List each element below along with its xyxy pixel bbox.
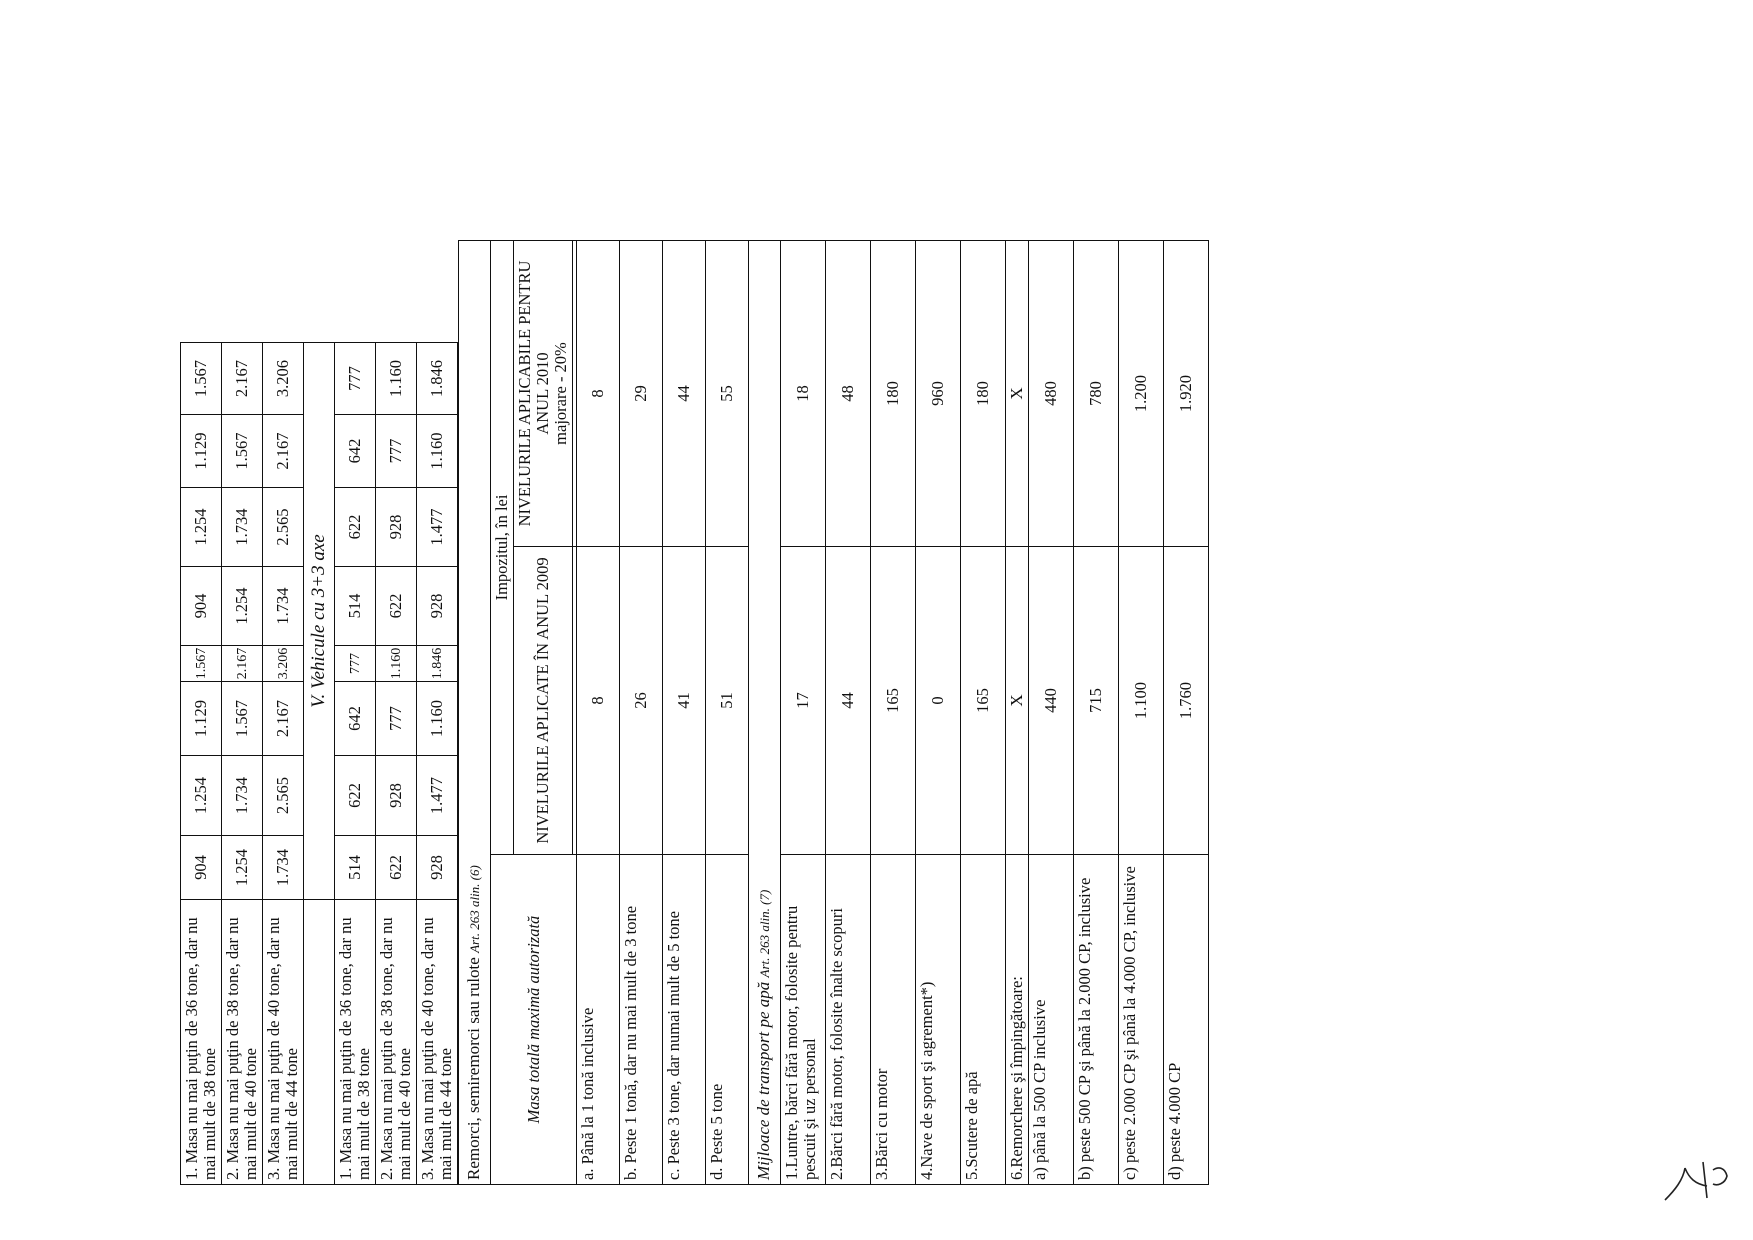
header-2010: NIVELURILE APLICABILE PENTRU ANUL 2010 xyxy=(515,260,552,527)
row-label: b) peste 500 CP şi până la 2.000 CP, inclusive xyxy=(1074,855,1119,1185)
row-label: 2.Bărci fără motor, folosite înalte scopuri xyxy=(826,855,871,1185)
remorci-row xyxy=(620,0,663,1185)
value-cell: 1.129 xyxy=(181,415,222,488)
remorchere-subrow xyxy=(1119,0,1164,1185)
apa-row xyxy=(781,0,826,1185)
row-label: d) peste 4.000 CP xyxy=(1164,855,1209,1185)
value-cell: 622 xyxy=(376,567,417,646)
value-2009: 26 xyxy=(620,547,663,855)
top-rows xyxy=(181,0,304,1185)
value-2010: 180 xyxy=(871,240,916,546)
header-2010-majorare: majorare - 20% xyxy=(551,342,570,445)
remorchere-rows xyxy=(1029,0,1209,1185)
row-label: 3. Masa nu mai puţin de 40 tone, dar nu mai mult de 44 tone xyxy=(263,900,304,1185)
remorci-table xyxy=(458,0,1209,1185)
value-2010: 44 xyxy=(663,240,706,546)
value-cell: 1.846 xyxy=(417,646,458,682)
value-cell: 928 xyxy=(417,836,458,900)
remorchere-label: 6.Remorchere şi împingătoare: xyxy=(1006,855,1029,1185)
value-cell: 3.206 xyxy=(263,343,304,415)
value-cell: 1.160 xyxy=(376,646,417,682)
value-2010: 55 xyxy=(706,240,749,546)
section-v-title: V. Vehicule cu 3+3 axe xyxy=(304,343,335,900)
row-label: b. Peste 1 tonă, dar nu mai mult de 3 tone xyxy=(620,855,663,1185)
apa-row xyxy=(826,0,871,1185)
row-label: c) peste 2.000 CP şi până la 4.000 CP, inclusive xyxy=(1119,855,1164,1185)
apa-row xyxy=(961,0,1006,1185)
value-cell: 777 xyxy=(335,343,376,415)
row-label: a) până la 500 CP inclusive xyxy=(1029,855,1074,1185)
value-cell: 3.206 xyxy=(263,646,304,682)
value-2009: 44 xyxy=(826,547,871,855)
value-cell: 1.254 xyxy=(181,756,222,836)
mijloace-title-row xyxy=(749,0,781,1185)
value-cell: 1.477 xyxy=(417,488,458,567)
axle-row xyxy=(222,0,263,1185)
value-cell: 1.734 xyxy=(263,836,304,900)
value-cell: 1.567 xyxy=(222,682,263,756)
value-cell: 622 xyxy=(335,756,376,836)
rotated-document-page xyxy=(180,115,1630,1185)
value-cell: 1.567 xyxy=(222,415,263,488)
remorci-rows xyxy=(577,0,749,1185)
remorci-ref: Art. 263 alin. (6) xyxy=(467,865,482,953)
remorci-row xyxy=(663,0,706,1185)
value-2010: 960 xyxy=(916,240,961,546)
row-label: 1. Masa nu mai puţin de 36 tone, dar nu mai mult de 38 tone xyxy=(335,900,376,1185)
value-cell: 514 xyxy=(335,836,376,900)
value-2010: 1.200 xyxy=(1119,240,1164,546)
value-cell: 514 xyxy=(335,567,376,646)
row-label: 1.Luntre, bărci fără motor, folosite pentru pescuit şi uz personal xyxy=(781,855,826,1185)
value-cell: 928 xyxy=(376,488,417,567)
value-cell: 2.565 xyxy=(263,488,304,567)
axle-row xyxy=(263,0,304,1185)
value-cell: 1.160 xyxy=(376,343,417,415)
row-label: 2. Masa nu mai puţin de 38 tone, dar nu mai mult de 40 tone xyxy=(376,900,417,1185)
axle-row xyxy=(376,0,417,1185)
row-label: 3. Masa nu mai puţin de 40 tone, dar nu mai mult de 44 tone xyxy=(417,900,458,1185)
value-cell: 1.734 xyxy=(263,567,304,646)
value-cell: 1.846 xyxy=(417,343,458,415)
value-2009: 165 xyxy=(961,547,1006,855)
section-v-title-row xyxy=(304,0,335,1185)
value-cell: 1.254 xyxy=(222,567,263,646)
remorci-title: Remorci, semiremorci sau rulote xyxy=(464,957,483,1180)
value-cell: 622 xyxy=(335,488,376,567)
value-cell: 777 xyxy=(335,646,376,682)
value-cell: 1.477 xyxy=(417,756,458,836)
value-cell: 1.254 xyxy=(181,488,222,567)
apa-row xyxy=(916,0,961,1185)
value-2009: 41 xyxy=(663,547,706,855)
value-2010: 480 xyxy=(1029,240,1074,546)
value-cell: 2.167 xyxy=(222,646,263,682)
header-row-1 xyxy=(491,0,514,1185)
value-cell: 904 xyxy=(181,836,222,900)
value-2010: 1.920 xyxy=(1164,240,1209,546)
tax-table xyxy=(180,0,458,1185)
value-cell: 2.167 xyxy=(263,682,304,756)
remorchere-row xyxy=(1006,0,1029,1185)
value-cell: 1.160 xyxy=(417,415,458,488)
value-cell: 1.734 xyxy=(222,488,263,567)
remorchere-x-2009: X xyxy=(1006,547,1029,855)
apa-row xyxy=(871,0,916,1185)
header-2009: NIVELURILE APLICATE ÎN ANUL 2009 xyxy=(514,547,573,855)
remorchere-x-2010: X xyxy=(1006,240,1029,546)
remorchere-subrow xyxy=(1029,0,1074,1185)
row-label: d. Peste 5 tone xyxy=(706,855,749,1185)
value-cell: 642 xyxy=(335,415,376,488)
value-2009: 1.760 xyxy=(1164,547,1209,855)
value-2010: 180 xyxy=(961,240,1006,546)
value-2009: 440 xyxy=(1029,547,1074,855)
value-cell: 1.129 xyxy=(181,682,222,756)
value-cell: 777 xyxy=(376,682,417,756)
apa-rows xyxy=(781,0,1006,1185)
row-label: c. Peste 3 tone, dar numai mult de 5 tone xyxy=(663,855,706,1185)
value-cell: 2.565 xyxy=(263,756,304,836)
row-label: 1. Masa nu mai puţin de 36 tone, dar nu mai mult de 38 tone xyxy=(181,900,222,1185)
remorchere-subrow xyxy=(1164,0,1209,1185)
value-2010: 18 xyxy=(781,240,826,546)
value-2010: 48 xyxy=(826,240,871,546)
value-cell: 1.254 xyxy=(222,836,263,900)
value-cell: 2.167 xyxy=(263,415,304,488)
row-label: 3.Bărci cu motor xyxy=(871,855,916,1185)
value-cell: 1.567 xyxy=(181,343,222,415)
value-cell: 777 xyxy=(376,415,417,488)
value-cell: 2.167 xyxy=(222,343,263,415)
value-cell: 622 xyxy=(376,836,417,900)
value-2009: 715 xyxy=(1074,547,1119,855)
value-2010: 780 xyxy=(1074,240,1119,546)
value-2010: 8 xyxy=(577,240,620,546)
handwritten-page-number xyxy=(1655,1150,1735,1210)
value-cell: 1.567 xyxy=(181,646,222,682)
value-2009: 1.100 xyxy=(1119,547,1164,855)
remorchere-subrow xyxy=(1074,0,1119,1185)
value-2009: 17 xyxy=(781,547,826,855)
row-label: 4.Nave de sport şi agrement*) xyxy=(916,855,961,1185)
value-cell: 1.734 xyxy=(222,756,263,836)
mijloace-title: Mijloace de transport pe apă xyxy=(754,981,773,1180)
remorci-row xyxy=(577,0,620,1185)
impozit-header: Impozitul, în lei xyxy=(491,240,514,854)
masa-header: Masa totală maximă autorizată xyxy=(491,855,577,1185)
value-2009: 0 xyxy=(916,547,961,855)
row-label: 5.Scutere de apă xyxy=(961,855,1006,1185)
value-cell: 642 xyxy=(335,682,376,756)
remorci-title-row xyxy=(459,0,491,1185)
row-label: 2. Masa nu mai puţin de 38 tone, dar nu mai mult de 40 tone xyxy=(222,900,263,1185)
value-cell: 904 xyxy=(181,567,222,646)
value-cell: 928 xyxy=(417,567,458,646)
value-2010: 29 xyxy=(620,240,663,546)
value-2009: 8 xyxy=(577,547,620,855)
value-2009: 165 xyxy=(871,547,916,855)
axle-row xyxy=(335,0,376,1185)
mijloace-ref: Art. 263 alin. (7) xyxy=(757,889,772,978)
value-2009: 51 xyxy=(706,547,749,855)
remorci-row xyxy=(706,0,749,1185)
value-cell: 928 xyxy=(376,756,417,836)
row-label: a. Până la 1 tonă inclusive xyxy=(577,855,620,1185)
section-v-rows xyxy=(335,0,458,1185)
axle-row xyxy=(181,0,222,1185)
value-cell: 1.160 xyxy=(417,682,458,756)
axle-row xyxy=(417,0,458,1185)
